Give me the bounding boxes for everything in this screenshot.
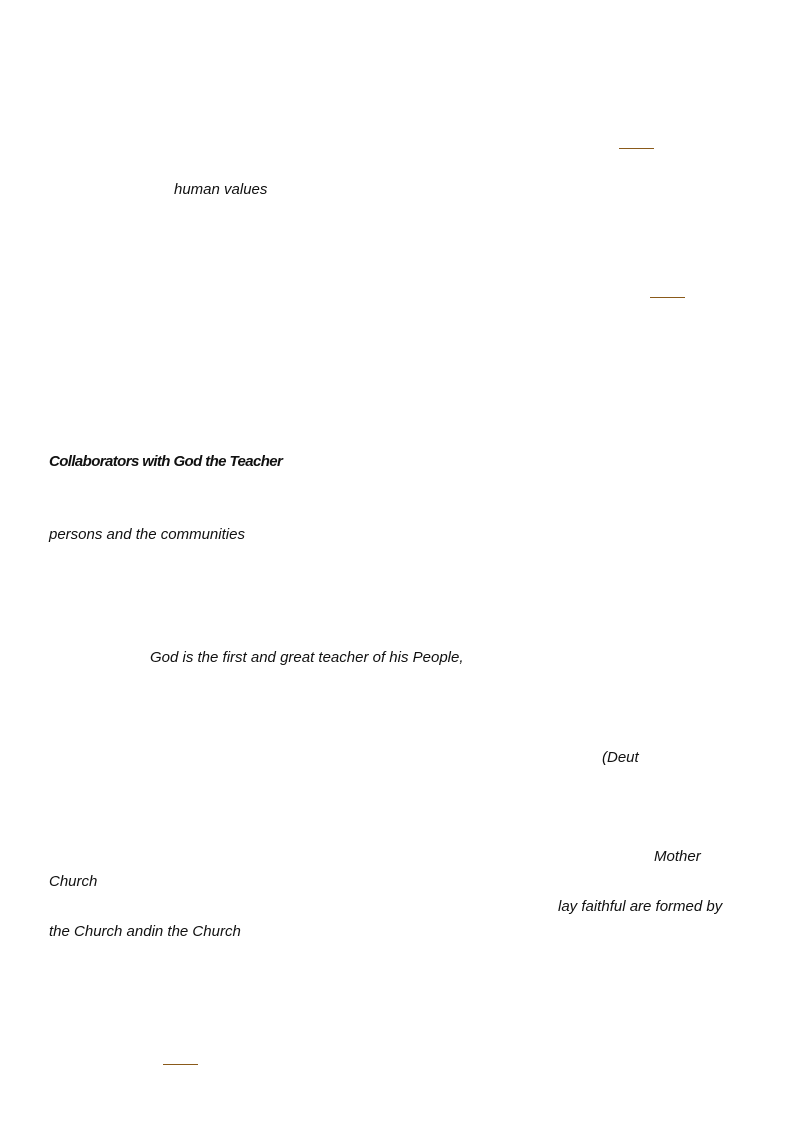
section-heading: Collaborators with God the Teacher	[49, 453, 283, 470]
text-church: Church	[49, 873, 98, 890]
footnote-reference-rule	[650, 297, 685, 298]
footnote-reference-rule	[163, 1064, 198, 1065]
text-mother: Mother	[654, 848, 701, 865]
text-god-first-teacher: God is the first and great teacher of his People,	[150, 649, 464, 666]
text-lay-faithful: lay faithful are formed by	[558, 898, 723, 915]
footnote-reference-rule	[619, 148, 654, 149]
text-human-values: human values	[174, 181, 268, 198]
text-persons-and-communities: persons and the communities	[49, 526, 245, 543]
text-church-and-in-church: the Church andin the Church	[49, 923, 241, 940]
text-deut-reference: (Deut	[602, 749, 639, 766]
